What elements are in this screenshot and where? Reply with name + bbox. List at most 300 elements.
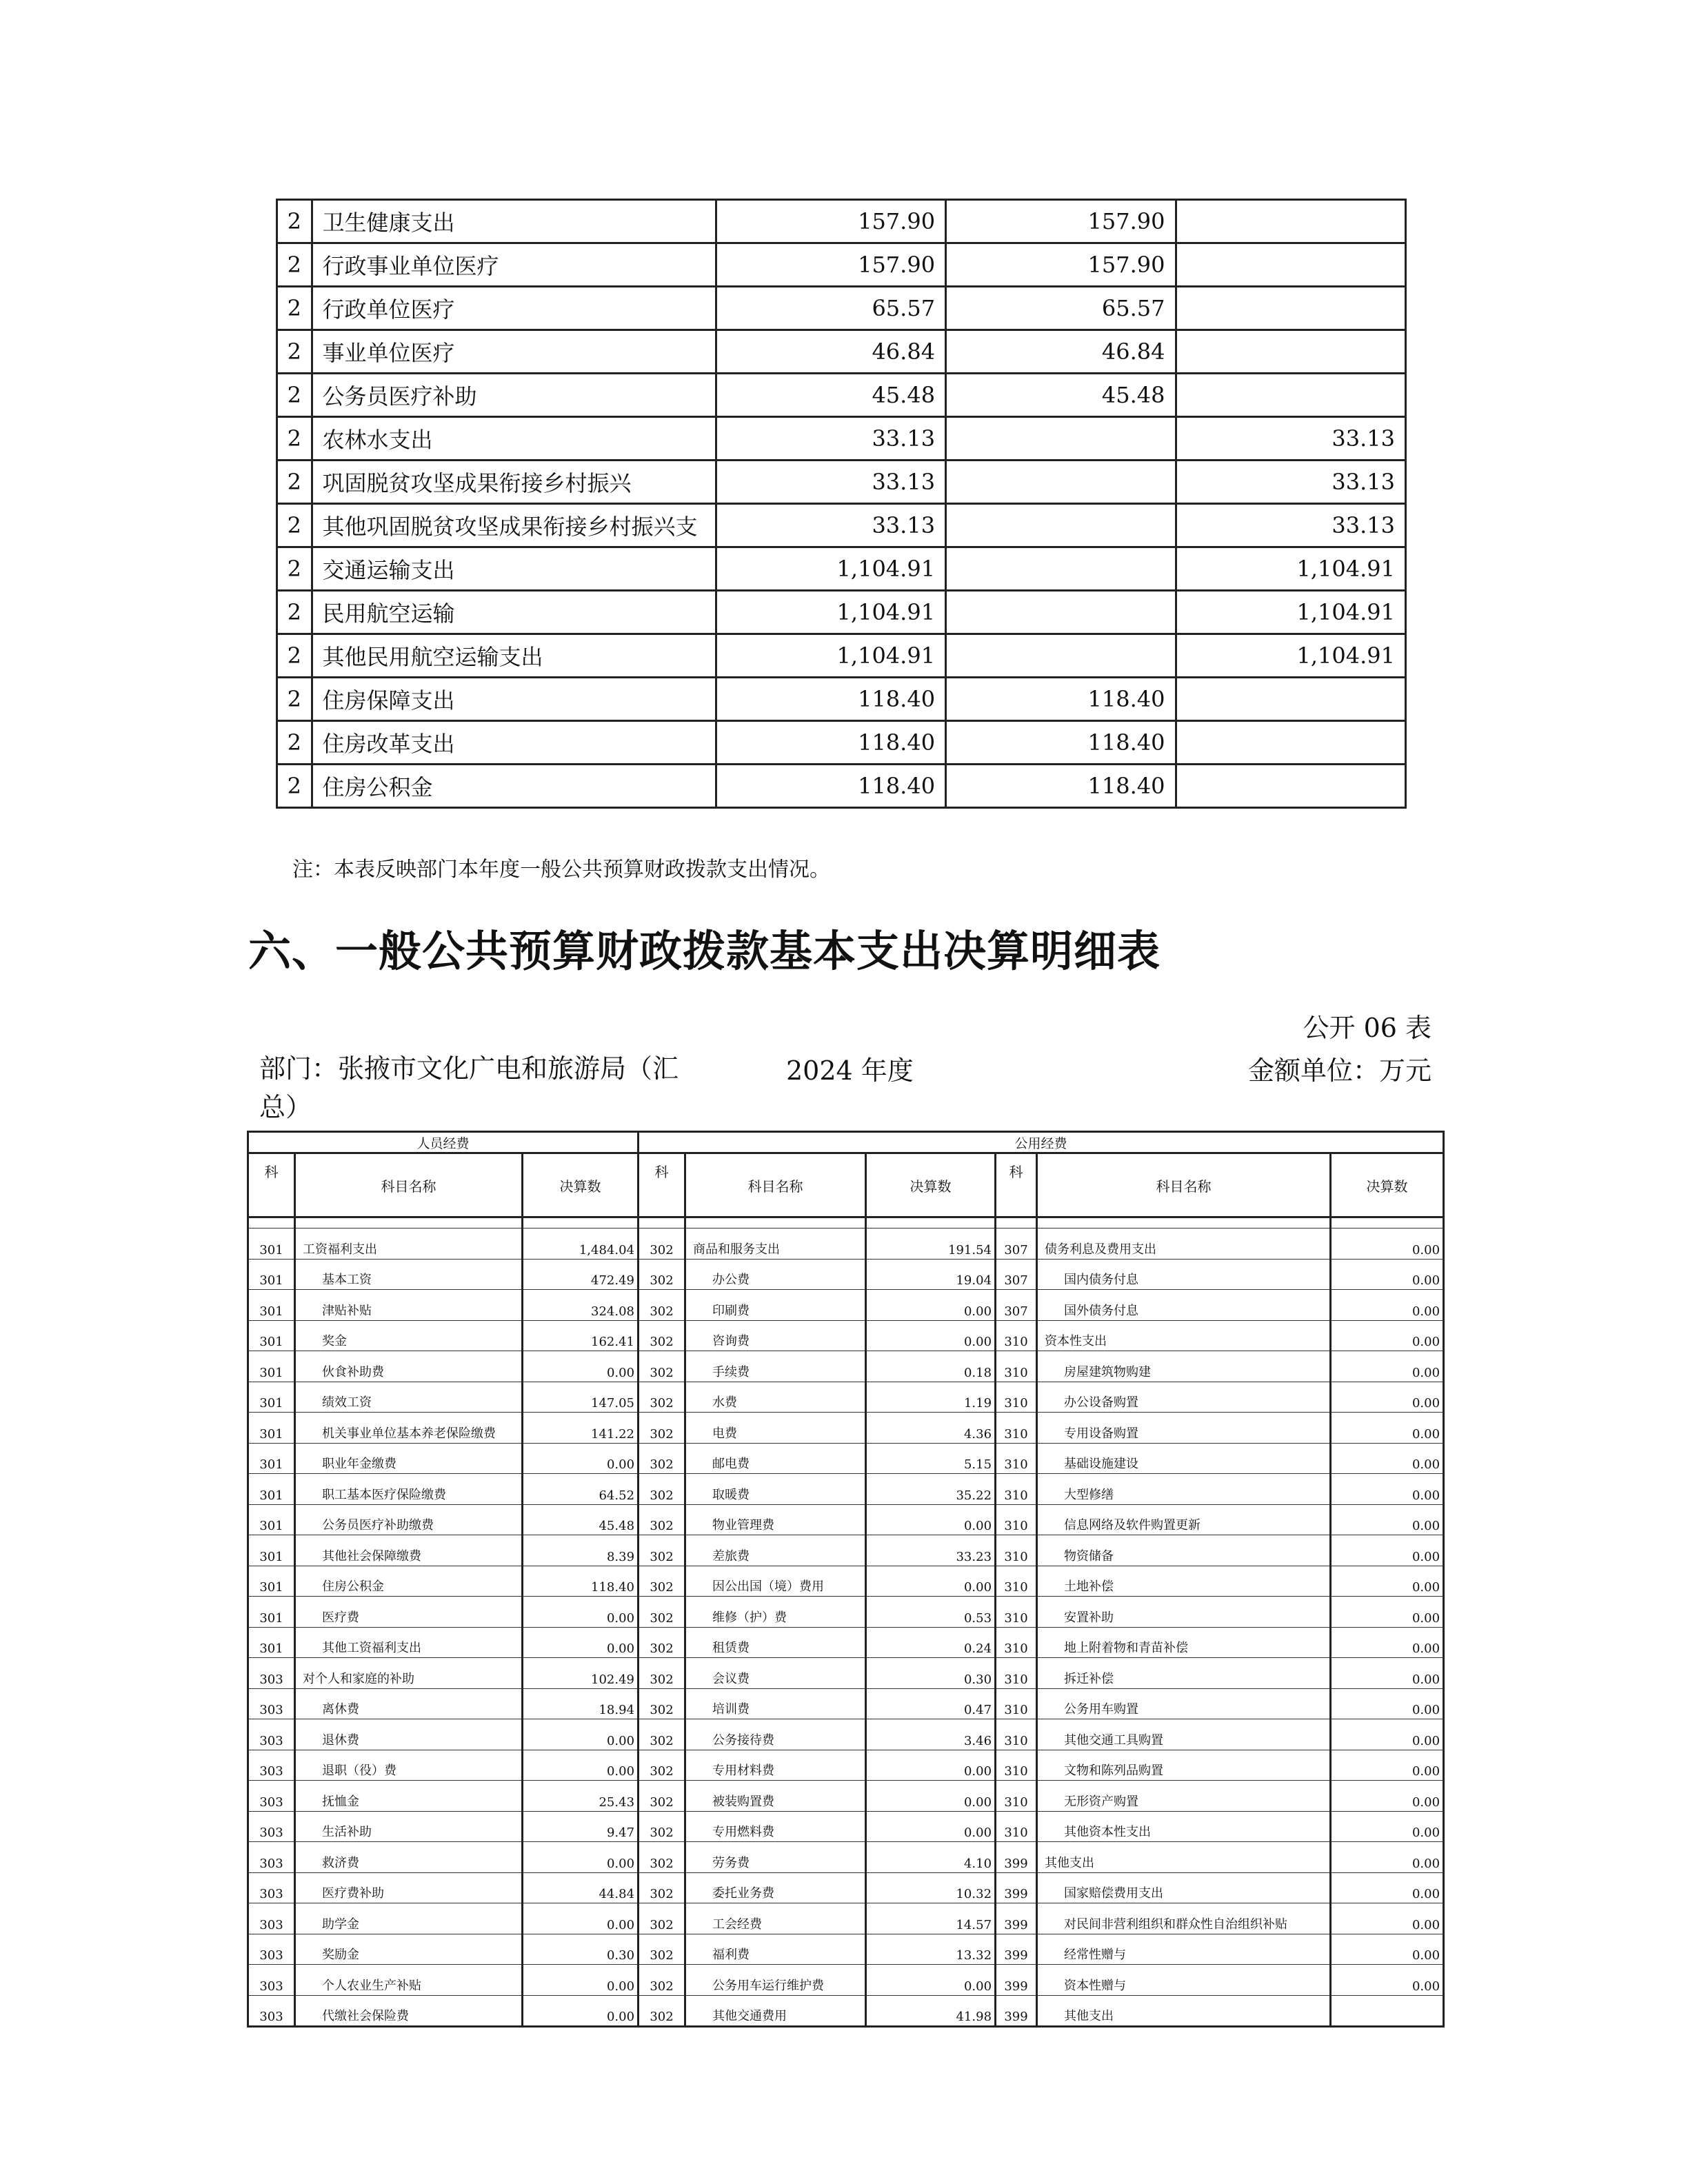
item-name-cell: 住房公积金 [312,765,716,808]
total-amount-cell: 33.13 [716,417,945,461]
amount-cell: 0.30 [523,1934,639,1965]
item-name-cell: 大型修缮 [1037,1474,1331,1505]
item-name-cell: 差旅费 [685,1535,866,1566]
code-cell: 303 [248,1719,295,1750]
table-row [277,200,1406,243]
basic-amount-cell: 45.48 [946,374,1176,417]
table-note: 注：本表反映部门本年度一般公共预算财政拨款支出情况。 [292,858,830,882]
code-cell: 302 [639,1872,685,1903]
item-name-cell: 办公费 [685,1259,866,1290]
code-cell: 302 [639,1627,685,1658]
project-amount-cell: 1,104.91 [1176,591,1406,634]
amount-cell: 0.00 [1331,1320,1444,1351]
amount-cell: 8.39 [523,1535,639,1566]
amount-cell: 0.00 [523,1719,639,1750]
code-cell: 302 [639,1413,685,1444]
amount-cell [1331,1995,1444,2027]
table-row [248,1351,1444,1382]
item-name-cell: 民用航空运输 [312,591,716,634]
item-name-cell: 邮电费 [685,1443,866,1474]
item-name-cell: 信息网络及软件购置更新 [1037,1504,1331,1535]
project-amount-cell: 33.13 [1176,504,1406,547]
total-amount-cell: 45.48 [716,374,945,417]
item-name-cell: 离休费 [295,1688,523,1719]
code-cell: 302 [639,1597,685,1628]
code-cell: 303 [248,1688,295,1719]
item-name-cell: 手续费 [685,1351,866,1382]
level-cell: 2 [277,243,312,287]
item-name-cell: 医疗费 [295,1597,523,1628]
item-name-cell: 行政单位医疗 [312,287,716,330]
amount-cell: 0.00 [1331,1351,1444,1382]
basic-amount-cell [946,634,1176,678]
item-name-cell: 住房改革支出 [312,721,716,765]
item-name-cell: 公务用车购置 [1037,1688,1331,1719]
basic-amount-cell [946,417,1176,461]
code-cell: 303 [248,1872,295,1903]
table-row [277,721,1406,765]
amount-cell: 18.94 [523,1688,639,1719]
amount-cell: 0.00 [1331,1934,1444,1965]
project-amount-cell: 1,104.91 [1176,547,1406,591]
item-name-cell: 其他支出 [1037,1842,1331,1873]
amount-cell: 45.48 [523,1504,639,1535]
amount-cell: 0.00 [1331,1688,1444,1719]
code-cell: 399 [996,1872,1037,1903]
code-cell: 310 [996,1811,1037,1842]
table-row [277,634,1406,678]
item-name-cell: 公务接待费 [685,1719,866,1750]
amount-cell: 13.32 [866,1934,996,1965]
table-row [277,678,1406,721]
code-cell: 307 [996,1290,1037,1321]
code-cell: 301 [248,1382,295,1413]
amount-cell: 64.52 [523,1474,639,1505]
level-cell: 2 [277,287,312,330]
code-cell: 302 [639,1719,685,1750]
project-amount-cell [1176,200,1406,243]
item-name-cell: 取暖费 [685,1474,866,1505]
amount-cell: 0.00 [1331,1566,1444,1597]
amount-cell: 141.22 [523,1413,639,1444]
item-name-cell: 职工基本医疗保险缴费 [295,1474,523,1505]
amount-cell: 0.00 [1331,1842,1444,1873]
code-cell: 399 [996,1903,1037,1934]
amount-cell: 0.00 [523,1627,639,1658]
code-cell: 310 [996,1474,1037,1505]
item-name-cell: 行政事业单位医疗 [312,243,716,287]
code-cell: 302 [639,1443,685,1474]
amount-cell: 0.00 [1331,1811,1444,1842]
amount-cell: 0.00 [523,1995,639,2027]
code-cell: 302 [639,1259,685,1290]
code-cell: 302 [639,1290,685,1321]
table-row [248,1811,1444,1842]
item-name-cell: 国家赔偿费用支出 [1037,1872,1331,1903]
table-row [248,1658,1444,1689]
col-code-3: 科 [996,1153,1037,1217]
amount-cell: 0.24 [866,1627,996,1658]
code-cell: 307 [996,1228,1037,1260]
item-name-cell: 基本工资 [295,1259,523,1290]
table-row [277,287,1406,330]
level-cell: 2 [277,765,312,808]
code-cell: 399 [996,1842,1037,1873]
code-cell: 310 [996,1658,1037,1689]
table-row [277,243,1406,287]
item-name-cell: 交通运输支出 [312,547,716,591]
basic-amount-cell [946,547,1176,591]
item-name-cell: 其他交通费用 [685,1995,866,2027]
amount-cell: 0.00 [1331,1750,1444,1781]
amount-cell: 35.22 [866,1474,996,1505]
table-row [248,1382,1444,1413]
amount-cell: 147.05 [523,1382,639,1413]
item-name-cell: 物资储备 [1037,1535,1331,1566]
item-name-cell: 商品和服务支出 [685,1228,866,1260]
level-cell: 2 [277,678,312,721]
item-name-cell: 生活补助 [295,1811,523,1842]
item-name-cell: 地上附着物和青苗补偿 [1037,1627,1331,1658]
item-name-cell: 房屋建筑物购建 [1037,1351,1331,1382]
item-name-cell: 住房保障支出 [312,678,716,721]
group-public: 公用经费 [639,1132,1444,1153]
table-row [248,1995,1444,2027]
item-name-cell: 咨询费 [685,1320,866,1351]
item-name-cell: 物业管理费 [685,1504,866,1535]
code-cell: 301 [248,1597,295,1628]
table-row [277,330,1406,374]
item-name-cell: 公务用车运行维护费 [685,1965,866,1996]
amount-cell: 472.49 [523,1259,639,1290]
code-cell: 301 [248,1290,295,1321]
item-name-cell: 其他巩固脱贫攻坚成果衔接乡村振兴支 [312,504,716,547]
level-cell: 2 [277,547,312,591]
amount-cell: 0.00 [1331,1627,1444,1658]
table-row [277,417,1406,461]
table-row [248,1750,1444,1781]
amount-cell: 0.00 [523,1903,639,1934]
item-name-cell: 伙食补助费 [295,1351,523,1382]
table-row [248,1903,1444,1934]
amount-cell: 0.00 [1331,1719,1444,1750]
amount-cell: 0.00 [1331,1658,1444,1689]
basic-amount-cell: 65.57 [946,287,1176,330]
amount-cell: 0.00 [1331,1290,1444,1321]
table-row [248,1504,1444,1535]
code-cell: 310 [996,1382,1037,1413]
code-cell: 310 [996,1627,1037,1658]
amount-cell: 0.00 [1331,1382,1444,1413]
amount-cell: 5.15 [866,1443,996,1474]
amount-cell: 0.00 [523,1750,639,1781]
amount-cell: 0.00 [1331,1903,1444,1934]
item-name-cell: 国内债务付息 [1037,1259,1331,1290]
project-amount-cell [1176,287,1406,330]
amount-cell: 3.46 [866,1719,996,1750]
code-cell: 302 [639,1351,685,1382]
item-name-cell: 水费 [685,1382,866,1413]
code-cell: 302 [639,1658,685,1689]
code-cell: 303 [248,1750,295,1781]
code-cell: 310 [996,1413,1037,1444]
item-name-cell: 其他社会保障缴费 [295,1535,523,1566]
amount-cell: 0.00 [1331,1443,1444,1474]
amount-cell: 19.04 [866,1259,996,1290]
amount-cell: 191.54 [866,1228,996,1260]
item-name-cell: 退职（役）费 [295,1750,523,1781]
level-cell: 2 [277,634,312,678]
amount-cell: 4.10 [866,1842,996,1873]
code-cell: 303 [248,1658,295,1689]
table-row [277,591,1406,634]
code-cell: 301 [248,1474,295,1505]
code-cell: 301 [248,1351,295,1382]
amount-cell: 0.30 [866,1658,996,1689]
table-row [248,1688,1444,1719]
col-name-3: 科目名称 [1037,1153,1331,1217]
code-cell: 302 [639,1965,685,1996]
col-amount-2: 决算数 [866,1153,996,1217]
item-name-cell: 基础设施建设 [1037,1443,1331,1474]
item-name-cell: 办公设备购置 [1037,1382,1331,1413]
code-cell: 310 [996,1719,1037,1750]
amount-cell: 0.18 [866,1351,996,1382]
basic-amount-cell: 118.40 [946,765,1176,808]
basic-amount-cell [946,504,1176,547]
item-name-cell: 福利费 [685,1934,866,1965]
section-title: 六、一般公共预算财政拨款基本支出决算明细表 [248,926,1161,976]
item-name-cell: 工会经费 [685,1903,866,1934]
col-code-2: 科 [639,1153,685,1217]
project-amount-cell: 33.13 [1176,461,1406,504]
code-cell: 303 [248,1811,295,1842]
table-row [248,1566,1444,1597]
level-cell: 2 [277,417,312,461]
code-cell: 302 [639,1474,685,1505]
code-cell: 301 [248,1413,295,1444]
item-name-cell: 专用设备购置 [1037,1413,1331,1444]
item-name-cell: 无形资产购置 [1037,1781,1331,1812]
amount-cell: 44.84 [523,1872,639,1903]
amount-cell: 0.53 [866,1597,996,1628]
code-cell: 302 [639,1781,685,1812]
table-row [248,1535,1444,1566]
basic-expenditure-detail-table [247,1131,1445,2028]
table-row [248,1320,1444,1351]
item-name-cell: 培训费 [685,1688,866,1719]
item-name-cell: 资本性支出 [1037,1320,1331,1351]
amount-cell: 33.23 [866,1535,996,1566]
total-amount-cell: 118.40 [716,678,945,721]
item-name-cell: 住房公积金 [295,1566,523,1597]
item-name-cell: 代缴社会保险费 [295,1995,523,2027]
table-row [277,374,1406,417]
level-cell: 2 [277,591,312,634]
table-row [248,1290,1444,1321]
code-cell: 302 [639,1320,685,1351]
item-name-cell: 农林水支出 [312,417,716,461]
code-cell: 303 [248,1781,295,1812]
total-amount-cell: 118.40 [716,765,945,808]
item-name-cell: 土地补偿 [1037,1566,1331,1597]
amount-cell: 0.00 [866,1781,996,1812]
code-cell: 301 [248,1228,295,1260]
fiscal-year: 2024 年度 [786,1055,914,1086]
code-cell: 303 [248,1965,295,1996]
amount-cell: 0.00 [523,1597,639,1628]
amount-cell: 0.00 [866,1965,996,1996]
amount-cell: 0.47 [866,1688,996,1719]
code-cell: 302 [639,1382,685,1413]
code-cell: 310 [996,1535,1037,1566]
project-amount-cell [1176,765,1406,808]
code-cell: 302 [639,1535,685,1566]
total-amount-cell: 1,104.91 [716,591,945,634]
table-row [277,765,1406,808]
amount-cell: 41.98 [866,1995,996,2027]
item-name-cell: 公务员医疗补助 [312,374,716,417]
code-cell: 310 [996,1504,1037,1535]
basic-amount-cell: 157.90 [946,243,1176,287]
amount-unit: 金额单位：万元 [1247,1055,1431,1086]
group-header-row [248,1132,1444,1153]
item-name-cell: 拆迁补偿 [1037,1658,1331,1689]
col-name-1: 科目名称 [295,1153,523,1217]
item-name-cell: 对个人和家庭的补助 [295,1658,523,1689]
item-name-cell: 其他资本性支出 [1037,1811,1331,1842]
code-cell: 302 [639,1842,685,1873]
project-amount-cell [1176,374,1406,417]
table-row [277,504,1406,547]
item-name-cell: 抚恤金 [295,1781,523,1812]
level-cell: 2 [277,374,312,417]
item-name-cell: 个人农业生产补贴 [295,1965,523,1996]
table-number: 公开 06 表 [1303,1013,1431,1043]
item-name-cell: 职业年金缴费 [295,1443,523,1474]
department-label: 部门：张掖市文化广电和旅游局（汇总） [259,1053,679,1122]
total-amount-cell: 1,104.91 [716,547,945,591]
item-name-cell: 债务利息及费用支出 [1037,1228,1331,1260]
code-cell: 310 [996,1443,1037,1474]
total-amount-cell: 33.13 [716,461,945,504]
table-row [248,1627,1444,1658]
code-cell: 310 [996,1351,1037,1382]
amount-cell: 0.00 [523,1443,639,1474]
basic-amount-cell: 118.40 [946,721,1176,765]
code-cell: 399 [996,1995,1037,2027]
basic-amount-cell [946,461,1176,504]
item-name-cell: 专用燃料费 [685,1811,866,1842]
item-name-cell: 电费 [685,1413,866,1444]
code-cell: 302 [639,1995,685,2027]
project-amount-cell [1176,243,1406,287]
item-name-cell: 退休费 [295,1719,523,1750]
total-amount-cell: 1,104.91 [716,634,945,678]
code-cell: 310 [996,1750,1037,1781]
item-name-cell: 租赁费 [685,1627,866,1658]
table-row [248,1597,1444,1628]
total-amount-cell: 157.90 [716,243,945,287]
amount-cell: 162.41 [523,1320,639,1351]
code-cell: 301 [248,1443,295,1474]
code-cell: 310 [996,1566,1037,1597]
table-row [248,1413,1444,1444]
amount-cell: 0.00 [1331,1259,1444,1290]
item-name-cell: 专用材料费 [685,1750,866,1781]
item-name-cell: 奖励金 [295,1934,523,1965]
code-cell: 302 [639,1504,685,1535]
item-name-cell: 机关事业单位基本养老保险缴费 [295,1413,523,1444]
total-amount-cell: 33.13 [716,504,945,547]
spacer-row [248,1217,1444,1228]
col-code-1: 科 [248,1153,295,1217]
table-row [248,1842,1444,1873]
item-name-cell: 巩固脱贫攻坚成果衔接乡村振兴 [312,461,716,504]
project-amount-cell: 33.13 [1176,417,1406,461]
code-cell: 301 [248,1566,295,1597]
item-name-cell: 国外债务付息 [1037,1290,1331,1321]
code-cell: 302 [639,1228,685,1260]
item-name-cell: 其他工资福利支出 [295,1627,523,1658]
table-row [248,1872,1444,1903]
amount-cell: 0.00 [1331,1535,1444,1566]
code-cell: 310 [996,1597,1037,1628]
amount-cell: 0.00 [866,1290,996,1321]
basic-amount-cell: 118.40 [946,678,1176,721]
item-name-cell: 文物和陈列品购置 [1037,1750,1331,1781]
table-row [248,1259,1444,1290]
code-cell: 303 [248,1842,295,1873]
item-name-cell: 对民间非营利组织和群众性自治组织补贴 [1037,1903,1331,1934]
project-amount-cell [1176,330,1406,374]
code-cell: 310 [996,1320,1037,1351]
amount-cell: 0.00 [1331,1597,1444,1628]
item-name-cell: 救济费 [295,1842,523,1873]
code-cell: 302 [639,1811,685,1842]
amount-cell: 0.00 [866,1750,996,1781]
code-cell: 310 [996,1688,1037,1719]
code-cell: 302 [639,1903,685,1934]
item-name-cell: 绩效工资 [295,1382,523,1413]
table-row [248,1443,1444,1474]
item-name-cell: 安置补助 [1037,1597,1331,1628]
table-row [248,1228,1444,1260]
item-name-cell: 因公出国（境）费用 [685,1566,866,1597]
project-amount-cell [1176,678,1406,721]
code-cell: 301 [248,1504,295,1535]
item-name-cell: 其他交通工具购置 [1037,1719,1331,1750]
level-cell: 2 [277,200,312,243]
item-name-cell: 卫生健康支出 [312,200,716,243]
amount-cell: 102.49 [523,1658,639,1689]
amount-cell: 0.00 [523,1965,639,1996]
amount-cell: 0.00 [1331,1781,1444,1812]
item-name-cell: 其他民用航空运输支出 [312,634,716,678]
amount-cell: 0.00 [866,1320,996,1351]
basic-amount-cell: 157.90 [946,200,1176,243]
col-amount-1: 决算数 [523,1153,639,1217]
amount-cell: 0.00 [1331,1413,1444,1444]
table-row [248,1719,1444,1750]
col-amount-3: 决算数 [1331,1153,1444,1217]
code-cell: 301 [248,1320,295,1351]
amount-cell: 4.36 [866,1413,996,1444]
amount-cell: 0.00 [1331,1504,1444,1535]
code-cell: 307 [996,1259,1037,1290]
item-name-cell: 经常性赠与 [1037,1934,1331,1965]
code-cell: 303 [248,1903,295,1934]
